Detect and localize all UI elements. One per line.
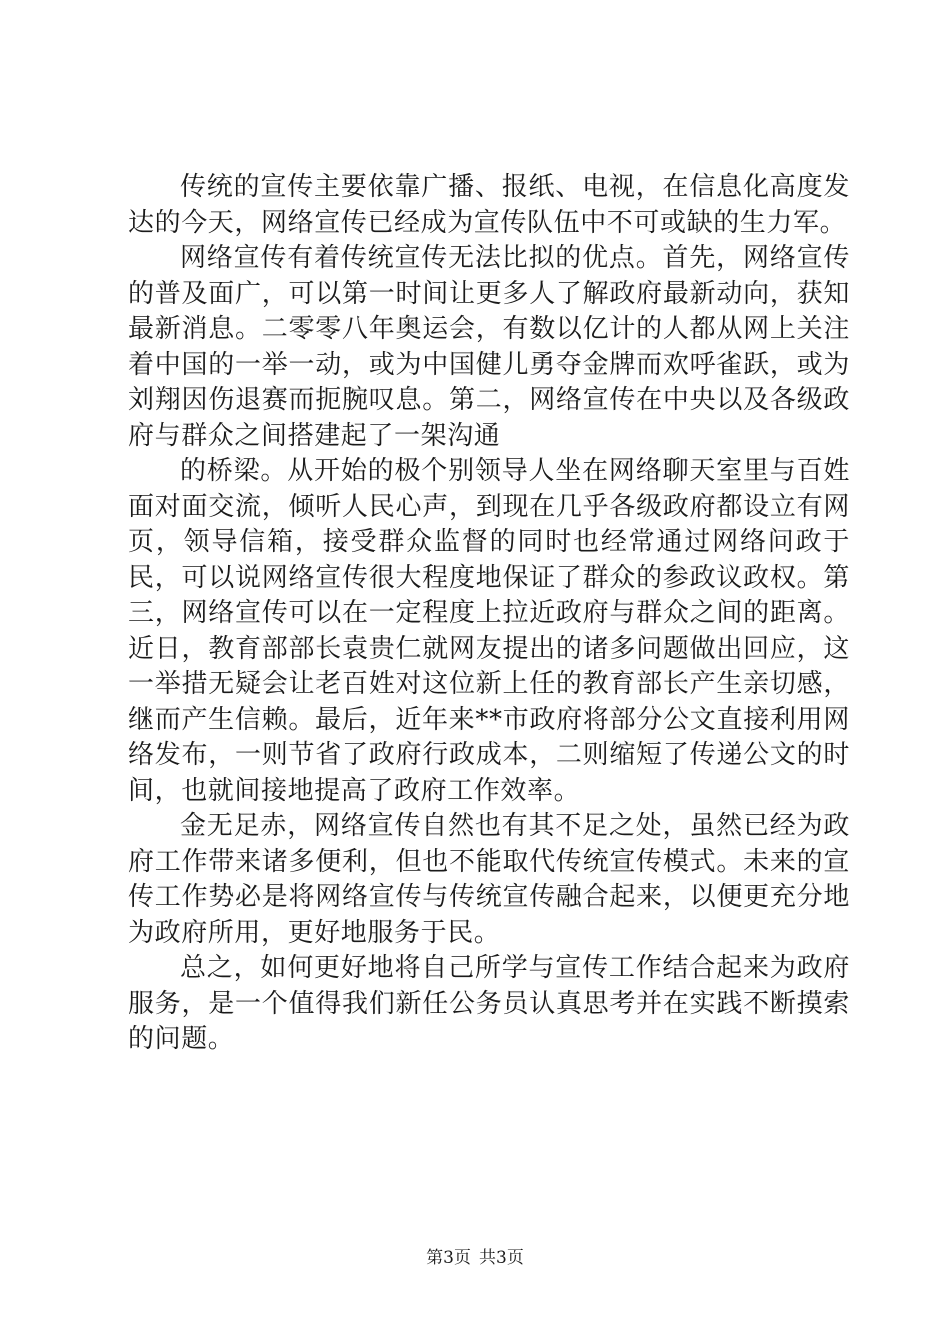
document-body [128, 170, 850, 1058]
paragraph-5: 总之，如何更好地将自己所学与宣传工作结合起来为政府服务，是一个值得我们新任公务员认真思考并在实践不断摸索的问题。 [128, 953, 850, 1054]
page-footer [0, 1243, 950, 1268]
paragraph-2: 网络宣传有着传统宣传无法比拟的优点。首先，网络宣传的普及面广，可以第一时间让更多人了解政府最新动向，获知最新消息。二零零八年奥运会，有数以亿计的人都从网上关注着中国的一举一动，或为中国健儿勇夺金牌而欢呼雀跃，或为刘翔因伤退赛而扼腕叹息。第二，网络宣传在中央以及各级政府与群众之间搭建起了一架沟通 [128, 243, 850, 451]
paragraph-1: 传统的宣传主要依靠广播、报纸、电视，在信息化高度发达的今天，网络宣传已经成为宣传队伍中不可或缺的生力军。 [128, 172, 850, 238]
paragraph-4: 金无足赤，网络宣传自然也有其不足之处，虽然已经为政府工作带来诸多便利，但也不能取代传统宣传模式。未来的宣传工作势必是将网络宣传与传统宣传融合起来，以便更充分地为政府所用，更好地服务于民。 [128, 811, 850, 948]
page-number: 第3页 [426, 1248, 471, 1268]
paragraph-3: 的桥梁。从开始的极个别领导人坐在网络聊天室里与百姓面对面交流，倾听人民心声，到现在几乎各级政府都设立有网页，领导信箱，接受群众监督的同时也经常通过网络问政于民，可以说网络宣传很大程度地保证了群众的参政议政权。第三，网络宣传可以在一定程度上拉近政府与群众之间的距离。近日，教育部部长袁贵仁就网友提出的诸多问题做出回应，这一举措无疑会让老百姓对这位新上任的教育部长产生亲切感，继而产生信赖。最后，近年来**市政府将部分公文直接利用网络发布，一则节省了政府行政成本，二则缩短了传递公文的时间，也就间接地提高了政府工作效率。 [128, 456, 850, 806]
page-total: 共3页 [479, 1248, 524, 1268]
